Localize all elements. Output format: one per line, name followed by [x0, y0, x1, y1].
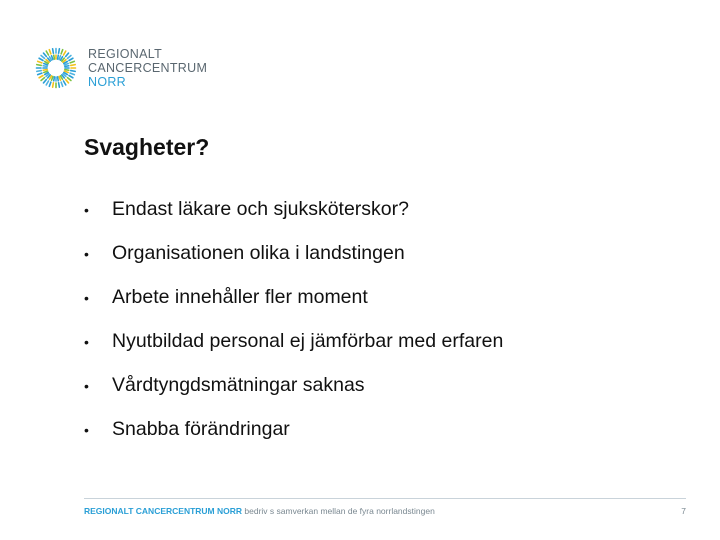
- bullet-text: Nyutbildad personal ej jämförbar med erfaren: [112, 330, 504, 352]
- bullet-item: [84, 242, 503, 286]
- bullet-item: [84, 418, 503, 462]
- bullet-item: [84, 198, 503, 242]
- logo-line-3: NORR: [88, 75, 127, 89]
- bullet-dot: •: [84, 246, 89, 262]
- bullet-item: [84, 374, 503, 418]
- page-number: 7: [681, 506, 686, 516]
- footer-divider: [84, 498, 686, 499]
- logo-line-2: CANCERCENTRUM: [88, 61, 208, 75]
- footer-brand: REGIONALT CANCERCENTRUM NORR: [84, 506, 243, 516]
- bullet-text: Arbete innehåller fler moment: [112, 286, 368, 308]
- slide-footer: [84, 506, 686, 516]
- logo-wordmark: [88, 47, 207, 89]
- bullet-item: [84, 330, 503, 374]
- slide-title: Svagheter?: [84, 134, 210, 160]
- bullet-dot: •: [84, 290, 89, 306]
- bullet-list: [84, 198, 503, 462]
- bullet-item: [84, 286, 503, 330]
- footer-tagline: bedriv s samverkan mellan de fyra norrlandstingen: [242, 506, 435, 516]
- bullet-dot: •: [84, 422, 89, 438]
- bullet-text: Vårdtyngdsmätningar saknas: [112, 374, 365, 396]
- bullet-text: Endast läkare och sjuksköterskor?: [112, 198, 409, 220]
- bullet-dot: •: [84, 202, 89, 218]
- bullet-dot: •: [84, 378, 89, 394]
- footer-text: [84, 506, 435, 516]
- bullet-dot: •: [84, 334, 89, 350]
- bullet-text: Snabba förändringar: [112, 418, 290, 440]
- rcc-norr-logo: [32, 44, 207, 92]
- sunburst-logo-icon: [32, 44, 80, 92]
- bullet-text: Organisationen olika i landstingen: [112, 242, 405, 264]
- logo-line-1: REGIONALT: [88, 47, 163, 61]
